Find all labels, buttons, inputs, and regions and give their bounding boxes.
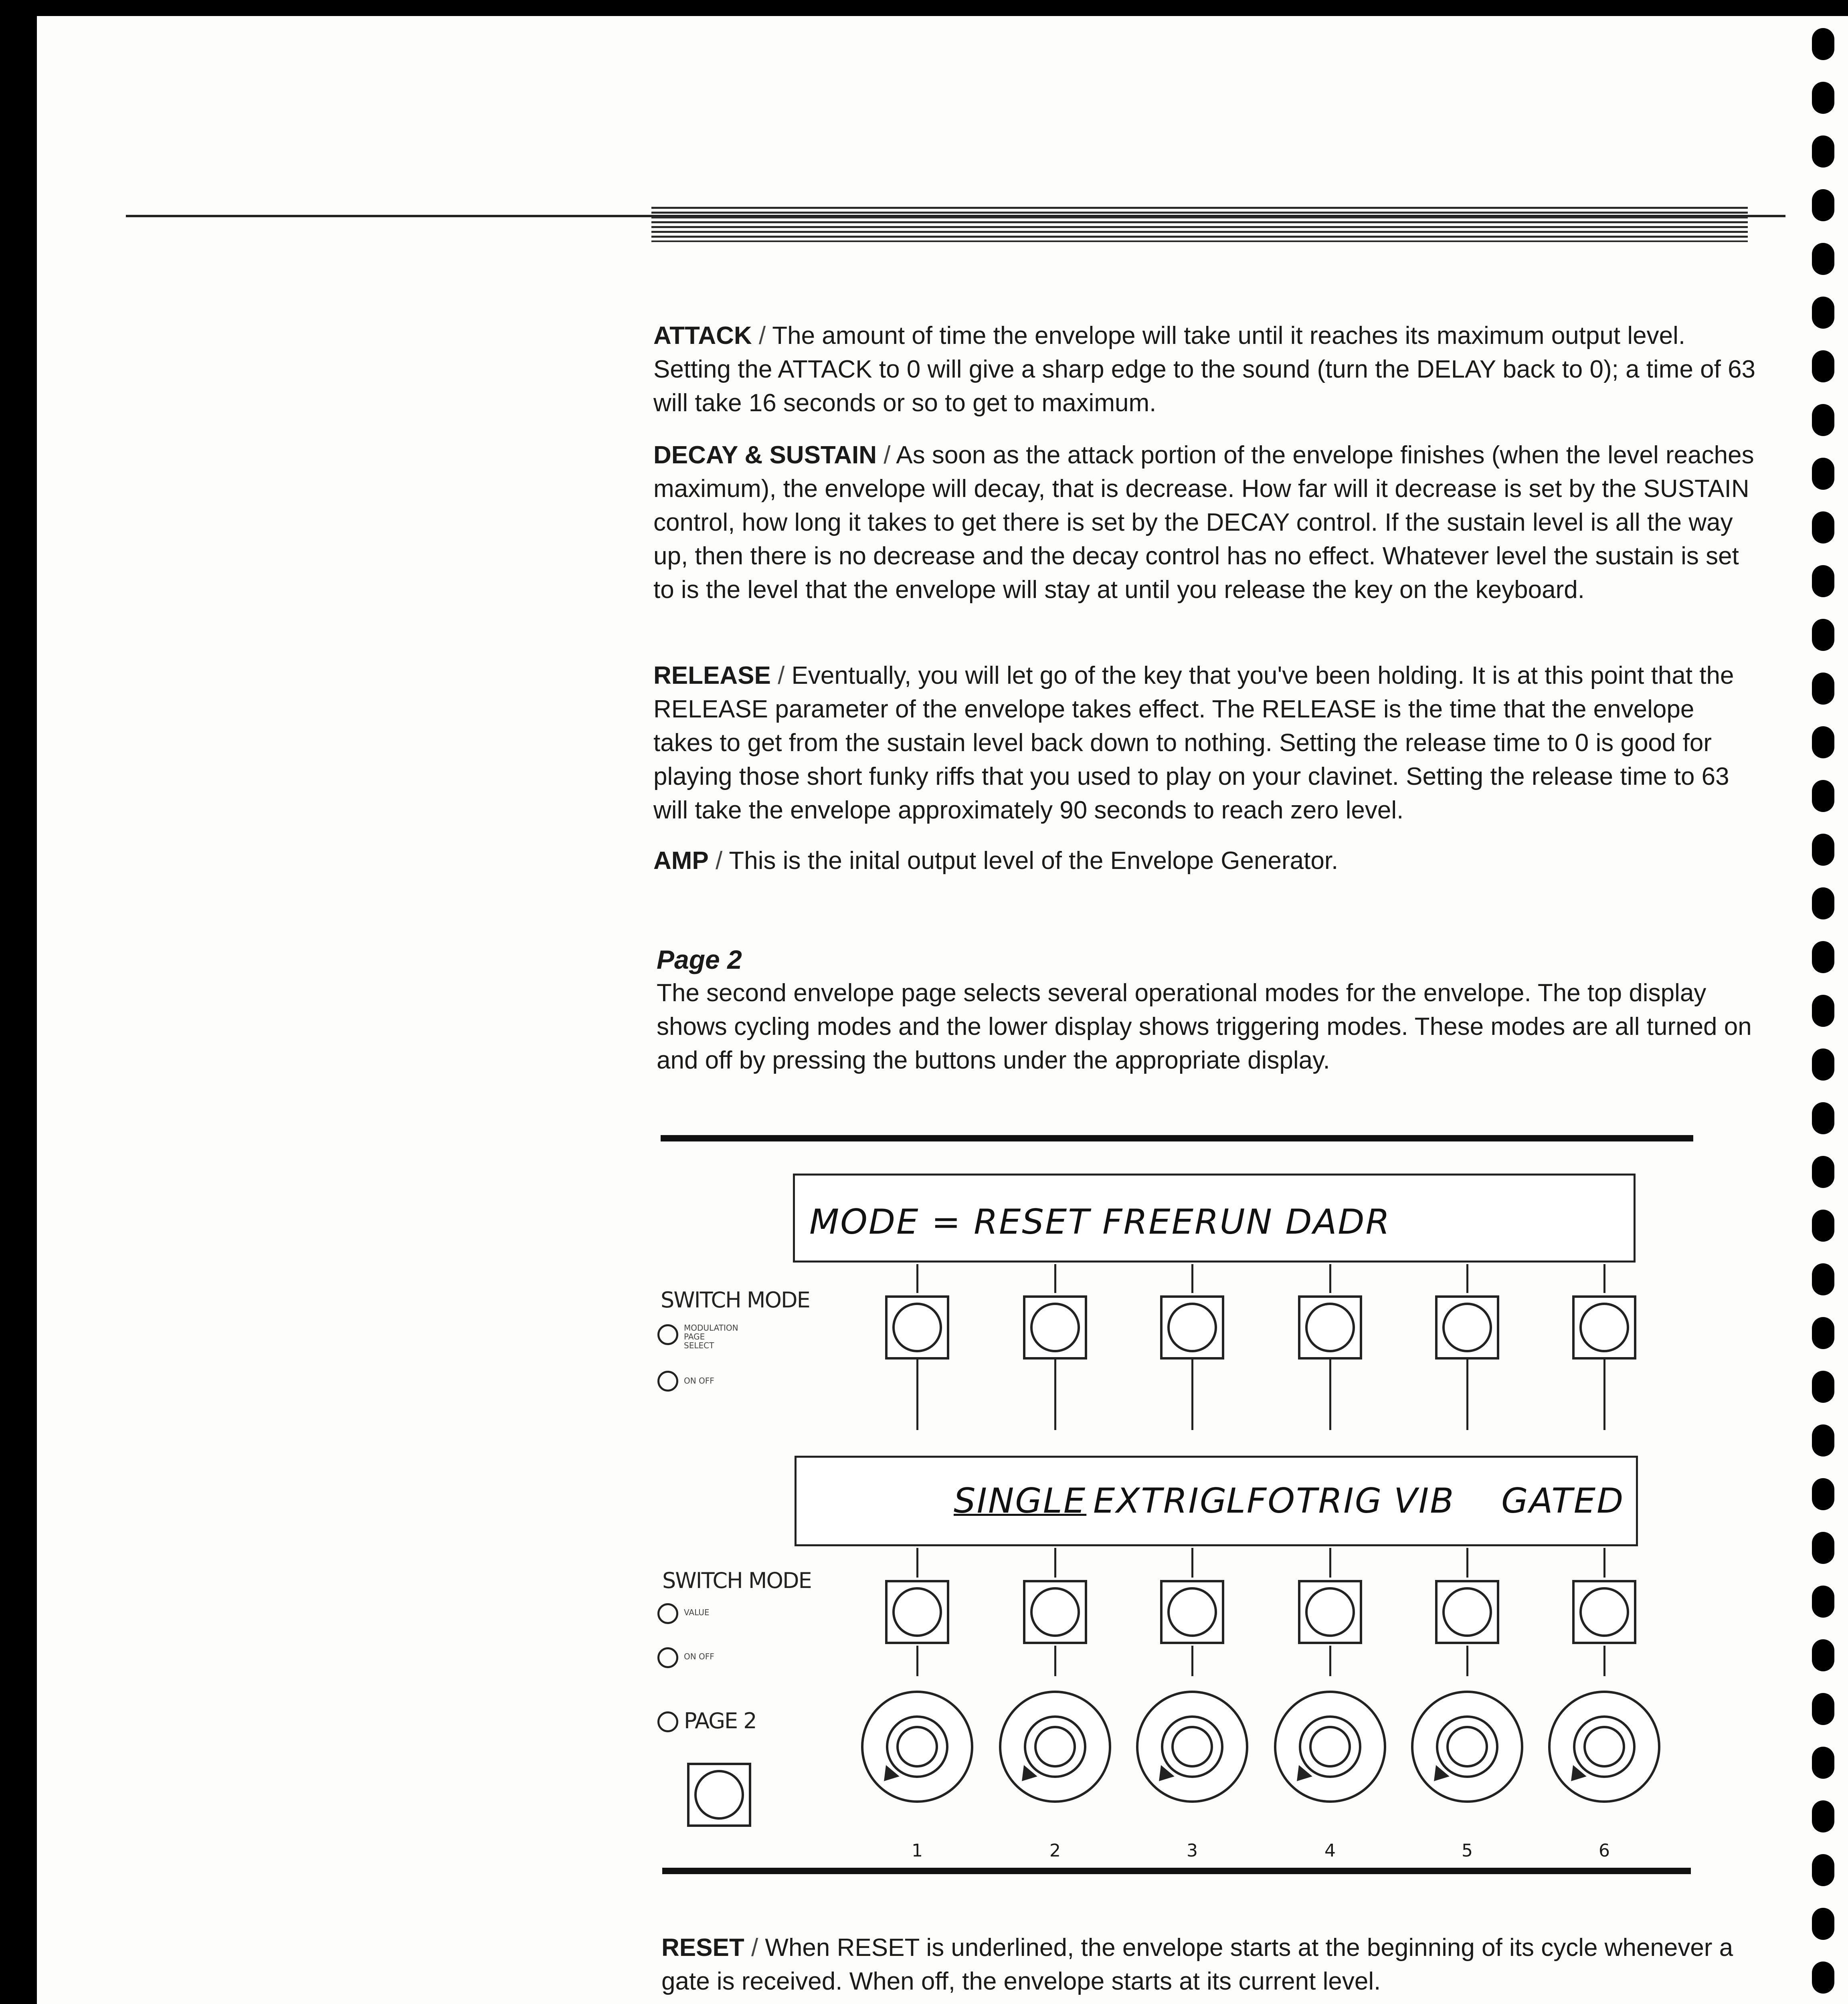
parameter-knob-4[interactable] — [1274, 1691, 1386, 1803]
connector-line — [1329, 1264, 1331, 1293]
top-mode-button-1[interactable] — [885, 1295, 949, 1360]
connector-line — [1329, 1360, 1331, 1430]
knob-number-4: 4 — [1324, 1840, 1336, 1861]
page-2-button[interactable] — [687, 1763, 751, 1827]
bottom-display-extrig: EXTRIG — [1093, 1481, 1228, 1521]
connector-line — [1466, 1360, 1468, 1430]
binding-hole — [1812, 834, 1834, 866]
knob-number-1: 1 — [912, 1840, 923, 1861]
release-paragraph — [653, 659, 1760, 827]
binding-hole — [1812, 995, 1834, 1027]
diagram-bottom-rule — [662, 1868, 1691, 1874]
connector-line — [916, 1548, 918, 1578]
led-page-2 — [657, 1711, 678, 1732]
connector-line — [1191, 1264, 1193, 1293]
bottom-mode-button-4[interactable] — [1298, 1580, 1362, 1644]
release-term: RELEASE — [653, 662, 771, 689]
knob-number-3: 3 — [1187, 1840, 1198, 1861]
amp-term: AMP — [653, 847, 709, 875]
led-modulation-page-select — [657, 1324, 678, 1345]
parameter-knob-3[interactable] — [1136, 1691, 1248, 1803]
decay-term: DECAY & SUSTAIN — [653, 441, 877, 469]
connector-line — [1191, 1646, 1193, 1676]
binding-hole — [1812, 1263, 1834, 1295]
header-stripes — [651, 207, 1748, 242]
binding-holes — [1812, 28, 1844, 2004]
top-mode-button-6[interactable] — [1572, 1295, 1636, 1360]
attack-term: ATTACK — [653, 322, 752, 349]
knob-number-5: 5 — [1462, 1840, 1473, 1861]
reset-paragraph — [661, 1931, 1768, 1998]
knob-number-6: 6 — [1599, 1840, 1610, 1861]
binding-hole — [1812, 189, 1834, 221]
parameter-knob-6[interactable] — [1548, 1691, 1660, 1803]
binding-hole — [1812, 619, 1834, 651]
binding-hole — [1812, 458, 1834, 490]
knob-number-2: 2 — [1049, 1840, 1061, 1861]
binding-hole — [1812, 1210, 1834, 1242]
binding-hole — [1812, 726, 1834, 758]
parameter-knob-2[interactable] — [999, 1691, 1111, 1803]
knob-ring — [1161, 1715, 1223, 1778]
binding-hole — [1812, 1532, 1834, 1564]
knob-cap — [1309, 1726, 1351, 1768]
binding-hole — [1812, 1800, 1834, 1832]
binding-hole — [1812, 673, 1834, 705]
connector-line — [1603, 1646, 1605, 1676]
binding-hole — [1812, 1747, 1834, 1779]
bottom-display-single: SINGLE — [954, 1481, 1087, 1521]
separator: / — [751, 1934, 758, 1962]
connector-line — [1054, 1264, 1056, 1293]
binding-hole — [1812, 1048, 1834, 1081]
binding-hole — [1812, 82, 1834, 114]
connector-line — [1603, 1360, 1605, 1430]
bottom-display — [795, 1456, 1638, 1546]
binding-hole — [1812, 243, 1834, 275]
knob-cap — [1034, 1726, 1076, 1768]
decay-text: As soon as the attack portion of the envelope finishes (when the level reaches maximum), the envelope will decay, that is decrease. How far will it decrease is set by the SUSTAIN control, how long it takes to get there is set by the DECAY control. If the sustain level is all the way up, then there is no decrease and the decay control has no effect. Whatever level the sustain is set to is the level that the envelope will stay at until you release the key on the keyboard. — [653, 441, 1754, 604]
connector-line — [916, 1646, 918, 1676]
knob-cap — [1446, 1726, 1488, 1768]
reset-text: When RESET is underlined, the envelope starts at the beginning of its cycle whenever a gate is received. When off, the envelope starts at its current level. — [661, 1934, 1733, 1995]
top-display — [793, 1174, 1636, 1263]
knob-ring — [1573, 1715, 1636, 1778]
manual-page — [37, 16, 1848, 2004]
led-value — [657, 1603, 678, 1624]
binding-hole — [1812, 1639, 1834, 1671]
led-on-off-bottom — [657, 1647, 678, 1668]
binding-hole — [1812, 1693, 1834, 1725]
binding-hole — [1812, 780, 1834, 812]
amp-text: This is the inital output level of the Envelope Generator. — [729, 847, 1338, 875]
parameter-knob-5[interactable] — [1411, 1691, 1523, 1803]
connector-line — [1054, 1360, 1056, 1430]
bottom-mode-button-3[interactable] — [1160, 1580, 1224, 1644]
bottom-mode-button-5[interactable] — [1435, 1580, 1499, 1644]
binding-hole — [1812, 1478, 1834, 1510]
connector-line — [1191, 1548, 1193, 1578]
connector-line — [916, 1360, 918, 1430]
bottom-mode-button-1[interactable] — [885, 1580, 949, 1644]
connector-line — [1054, 1646, 1056, 1676]
led-label-value: VALUE — [684, 1608, 710, 1617]
release-text: Eventually, you will let go of the key that you've been holding. It is at this point that the RELEASE parameter of the envelope takes effect. The RELEASE is the time that the envelope takes to get from the sustain level back down to nothing. Setting the release time to 0 is good for playing those short funky riffs that you used to play on your clavinet. Setting the release time to 63 will take the envelope approximately 90 seconds to reach zero level. — [653, 662, 1734, 824]
amp-paragraph — [653, 844, 1760, 878]
diagram-top-rule — [661, 1135, 1693, 1141]
binding-hole — [1812, 135, 1834, 168]
page2-heading: Page 2 — [657, 945, 742, 974]
bottom-display-lfotrig: LFOTRIG — [1226, 1481, 1383, 1521]
connector-line — [1466, 1548, 1468, 1578]
bottom-display-gated: GATED — [1501, 1481, 1625, 1521]
binding-hole — [1812, 1424, 1834, 1457]
bottom-mode-button-2[interactable] — [1023, 1580, 1087, 1644]
binding-hole — [1812, 1854, 1834, 1886]
separator: / — [778, 662, 785, 689]
connector-line — [1329, 1548, 1331, 1578]
binding-hole — [1812, 1962, 1834, 1994]
binding-hole — [1812, 1317, 1834, 1349]
connector-line — [1329, 1646, 1331, 1676]
knob-ring — [1024, 1715, 1086, 1778]
top-mode-button-2[interactable] — [1023, 1295, 1087, 1360]
knob-ring — [886, 1715, 948, 1778]
switch-mode-label-bottom: SWITCH MODE — [662, 1568, 811, 1593]
page2-paragraph: The second envelope page selects several operational modes for the envelope. The top display shows cycling modes and the lower display shows triggering modes. These modes are all turned on and off by pressing the buttons under the appropriate display. — [657, 979, 1752, 1074]
led-on-off-top — [657, 1371, 678, 1392]
binding-hole — [1812, 1586, 1834, 1618]
led-label-modulation-page-select: MODULATION PAGE SELECT — [684, 1323, 738, 1350]
decay-paragraph — [653, 438, 1760, 607]
top-mode-button-3[interactable] — [1160, 1295, 1224, 1360]
knob-ring — [1299, 1715, 1361, 1778]
top-mode-button-4[interactable] — [1298, 1295, 1362, 1360]
connector-line — [1466, 1646, 1468, 1676]
top-mode-button-5[interactable] — [1435, 1295, 1499, 1360]
connector-line — [1603, 1264, 1605, 1293]
knob-cap — [896, 1726, 938, 1768]
binding-hole — [1812, 887, 1834, 919]
connector-line — [916, 1264, 918, 1293]
attack-paragraph — [653, 319, 1760, 420]
separator: / — [884, 441, 891, 469]
binding-hole — [1812, 941, 1834, 973]
binding-hole — [1812, 297, 1834, 329]
connector-line — [1603, 1548, 1605, 1578]
binding-hole — [1812, 28, 1834, 60]
connector-line — [1054, 1548, 1056, 1578]
knob-cap — [1583, 1726, 1625, 1768]
attack-text: The amount of time the envelope will take until it reaches its maximum output level. Setting the ATTACK to 0 will give a sharp edge to the sound (turn the DELAY back to 0); a time of 63 will take 16 seconds or so to get to maximum. — [653, 322, 1756, 417]
binding-hole — [1812, 565, 1834, 597]
led-label-on-off-bottom: ON OFF — [684, 1652, 714, 1661]
bottom-mode-button-6[interactable] — [1572, 1580, 1636, 1644]
binding-hole — [1812, 404, 1834, 436]
binding-hole — [1812, 1908, 1834, 1940]
binding-hole — [1812, 1156, 1834, 1188]
page2-led-label: PAGE 2 — [684, 1708, 756, 1733]
reset-term: RESET — [661, 1934, 744, 1962]
connector-line — [1191, 1360, 1193, 1430]
binding-hole — [1812, 350, 1834, 382]
switch-mode-label-top: SWITCH MODE — [661, 1287, 810, 1313]
separator: / — [758, 322, 766, 349]
top-display-text: MODE = RESET FREERUN DADR — [809, 1202, 1391, 1242]
led-label-on-off-top: ON OFF — [684, 1376, 714, 1386]
parameter-knob-1[interactable] — [861, 1691, 973, 1803]
knob-ring — [1436, 1715, 1498, 1778]
connector-line — [1466, 1264, 1468, 1293]
binding-hole — [1812, 1371, 1834, 1403]
separator: / — [716, 847, 723, 875]
binding-hole — [1812, 511, 1834, 543]
bottom-display-vib: VIB — [1394, 1481, 1455, 1521]
binding-hole — [1812, 1102, 1834, 1134]
knob-cap — [1171, 1726, 1213, 1768]
